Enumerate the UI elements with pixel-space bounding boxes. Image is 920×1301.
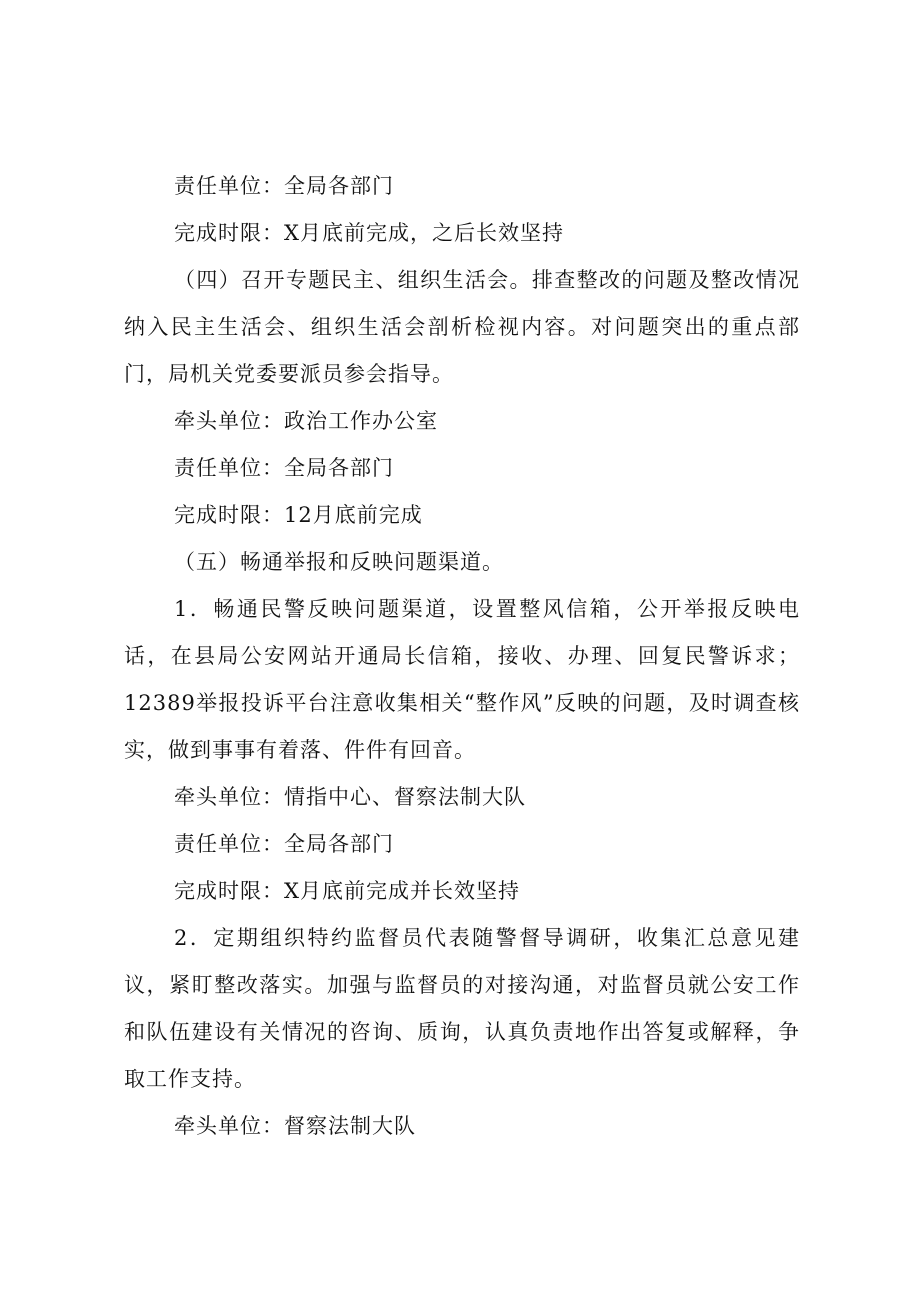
- responsible-unit-line: 责任单位：全局各部门: [174, 456, 394, 480]
- item-two-paragraph: 2．定期组织特约监督员代表随警督导调研，收集汇总意见建议，紧盯整改落实。加强与监督员的对接沟通，对监督员就公安工作和队伍建设有关情况的咨询、质询，认真负责地作出答复或解释，争取工作支持。: [124, 926, 800, 1091]
- document-body: [124, 163, 800, 1150]
- responsible-unit-line: 责任单位：全局各部门: [174, 832, 394, 856]
- responsible-unit-line: 责任单位：全局各部门: [174, 174, 394, 198]
- section-five-heading: （五）畅通举报和反映问题渠道。: [174, 550, 504, 574]
- lead-unit-line: 牵头单位：政治工作办公室: [174, 409, 438, 433]
- lead-unit-line: 牵头单位：情指中心、督察法制大队: [174, 785, 526, 809]
- deadline-line: 完成时限：X月底前完成并长效坚持: [174, 879, 520, 903]
- deadline-line: 完成时限：X月底前完成，之后长效坚持: [174, 221, 564, 245]
- lead-unit-line: 牵头单位：督察法制大队: [174, 1114, 416, 1138]
- section-four-paragraph: （四）召开专题民主、组织生活会。排查整改的问题及整改情况纳入民主生活会、组织生活会剖析检视内容。对问题突出的重点部门，局机关党委要派员参会指导。: [124, 268, 800, 386]
- item-one-paragraph: 1．畅通民警反映问题渠道，设置整风信箱，公开举报反映电话，在县局公安网站开通局长信箱，接收、办理、回复民警诉求；12389举报投诉平台注意收集相关“整作风”反映的问题，及时调查核实，做到事事有着落、件件有回音。: [124, 597, 800, 762]
- deadline-line: 完成时限：12月底前完成: [174, 503, 423, 527]
